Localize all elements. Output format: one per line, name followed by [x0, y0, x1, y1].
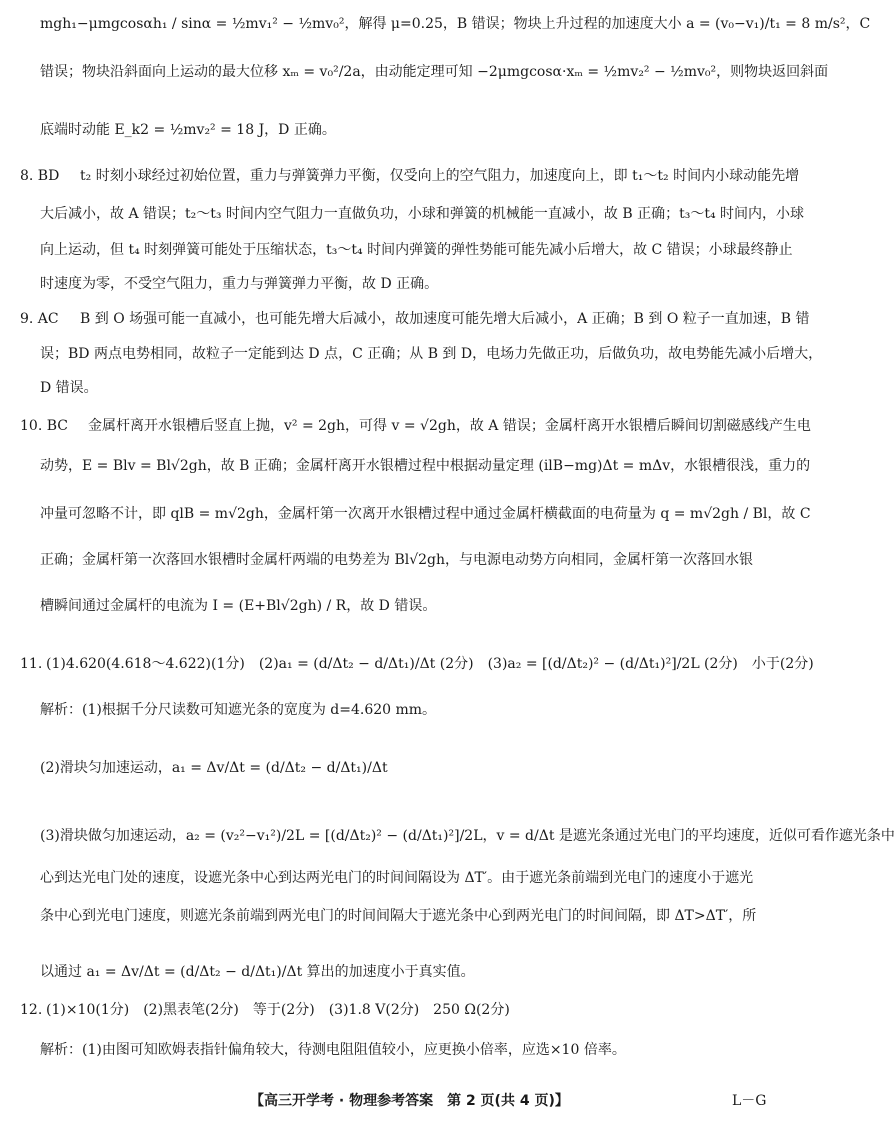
- q8-line-2: 大后减小，故 A 错误；t₂～t₃ 时间内空气阻力一直做负功，小球和弹簧的机械能一直减小，故 B 正确；t₃～t₄ 时间内，小球: [40, 206, 805, 222]
- q7-line-1: mgh₁−μmgcosαh₁ / sinα = ½mv₁² − ½mv₀²，解得 μ=0.25，B 错误；物块上升过程的加速度大小 a = (v₀−v₁)/t₁ = 8 m/s²，C: [40, 16, 871, 32]
- q11-explanation-2: (2)滑块匀加速运动，a₁ = Δv/Δt = (d/Δt₂ − d/Δt₁)/Δt: [40, 760, 388, 776]
- q11-explanation-6: 以通过 a₁ = Δv/Δt = (d/Δt₂ − d/Δt₁)/Δt 算出的加速度小于真实值。: [40, 964, 475, 980]
- q7-line-3: 底端时动能 E_k2 = ½mv₂² = 18 J，D 正确。: [40, 122, 336, 138]
- q11-number: 11.: [20, 656, 43, 672]
- q10-line-4: 正确；金属杆第一次落回水银槽时金属杆两端的电势差为 Bl√2gh，与电源电动势方向相同，金属杆第一次落回水银: [40, 552, 754, 568]
- q8-line-4: 时速度为零，不受空气阻力，重力与弹簧弹力平衡，故 D 正确。: [40, 276, 439, 292]
- q12-number: 12.: [20, 1002, 43, 1018]
- q11-explanation-1: 解析：(1)根据千分尺读数可知遮光条的宽度为 d=4.620 mm。: [40, 702, 437, 718]
- q11-explanation-4: 心到达光电门处的速度，设遮光条中心到达两光电门的时间间隔设为 ΔT′。由于遮光条前端到光电门的速度小于遮光: [40, 870, 754, 886]
- q11-explanation-3: (3)滑块做匀加速运动，a₂ = (v₂²−v₁²)/2L = [(d/Δt₂)² − (d/Δt₁)²]/2L，v = d/Δt 是遮光条通过光电门的平均速度，近似可看作遮光条中: [40, 828, 895, 844]
- q8-line-1: t₂ 时刻小球经过初始位置，重力与弹簧弹力平衡，仅受向上的空气阻力，加速度向上，即 t₁～t₂ 时间内小球动能先增: [80, 168, 800, 184]
- page-footer: 【高三开学考 · 物理参考答案 第 2 页(共 4 页)】: [250, 1093, 569, 1109]
- q9-line-1: B 到 O 场强可能一直减小，也可能先增大后减小，故加速度可能先增大后减小，A 正确；B 到 O 粒子一直加速，B 错: [80, 311, 810, 327]
- q11-explanation-5: 条中心到光电门速度，则遮光条前端到两光电门的时间间隔大于遮光条中心到两光电门的时间间隔，即 ΔT>ΔT′，所: [40, 908, 757, 924]
- q10-line-1: 金属杆离开水银槽后竖直上抛，v² = 2gh，可得 v = √2gh，故 A 错误；金属杆离开水银槽后瞬间切割磁感线产生电: [88, 418, 811, 434]
- q10-line-3: 冲量可忽略不计，即 qlB = m√2gh，金属杆第一次离开水银槽过程中通过金属杆横截面的电荷量为 q = m√2gh / Bl，故 C: [40, 506, 811, 522]
- q11-answer-line: (1)4.620(4.618～4.622)(1分) (2)a₁ = (d/Δt₂ − d/Δt₁)/Δt (2分) (3)a₂ = [(d/Δt₂)² − (d/Δt₁)²]/2L (2分) 小于(2分): [46, 656, 814, 672]
- q7-line-2: 错误；物块沿斜面向上运动的最大位移 xₘ = v₀²/2a，由动能定理可知 −2μmgcosα·xₘ = ½mv₂² − ½mv₀²，则物块返回斜面: [40, 64, 829, 80]
- q9-line-3: D 错误。: [40, 380, 98, 396]
- q9-number: 9. AC: [20, 311, 59, 327]
- q12-explanation: 解析：(1)由图可知欧姆表指针偏角较大，待测电阻阻值较小，应更换小倍率，应选×10 倍率。: [40, 1042, 626, 1058]
- q10-line-2: 动势，E = Blv = Bl√2gh，故 B 正确；金属杆离开水银槽过程中根据动量定理 (ilB−mg)Δt = mΔv，水银槽很浅，重力的: [40, 458, 811, 474]
- q10-line-5: 槽瞬间通过金属杆的电流为 I = (E+Bl√2gh) / R，故 D 错误。: [40, 598, 437, 614]
- q8-number: 8. BD: [20, 168, 60, 184]
- q12-answer-line: (1)×10(1分) (2)黑表笔(2分) 等于(2分) (3)1.8 V(2分) 250 Ω(2分): [46, 1002, 510, 1018]
- q9-line-2: 误；BD 两点电势相同，故粒子一定能到达 D 点，C 正确；从 B 到 D，电场力先做正功，后做负功，故电势能先减小后增大，: [40, 346, 823, 362]
- q10-number: 10. BC: [20, 418, 68, 434]
- q8-line-3: 向上运动，但 t₄ 时刻弹簧可能处于压缩状态，t₃～t₄ 时间内弹簧的弹性势能可能先减小后增大，故 C 错误；小球最终静止: [40, 242, 793, 258]
- page-code: L－G: [732, 1093, 767, 1109]
